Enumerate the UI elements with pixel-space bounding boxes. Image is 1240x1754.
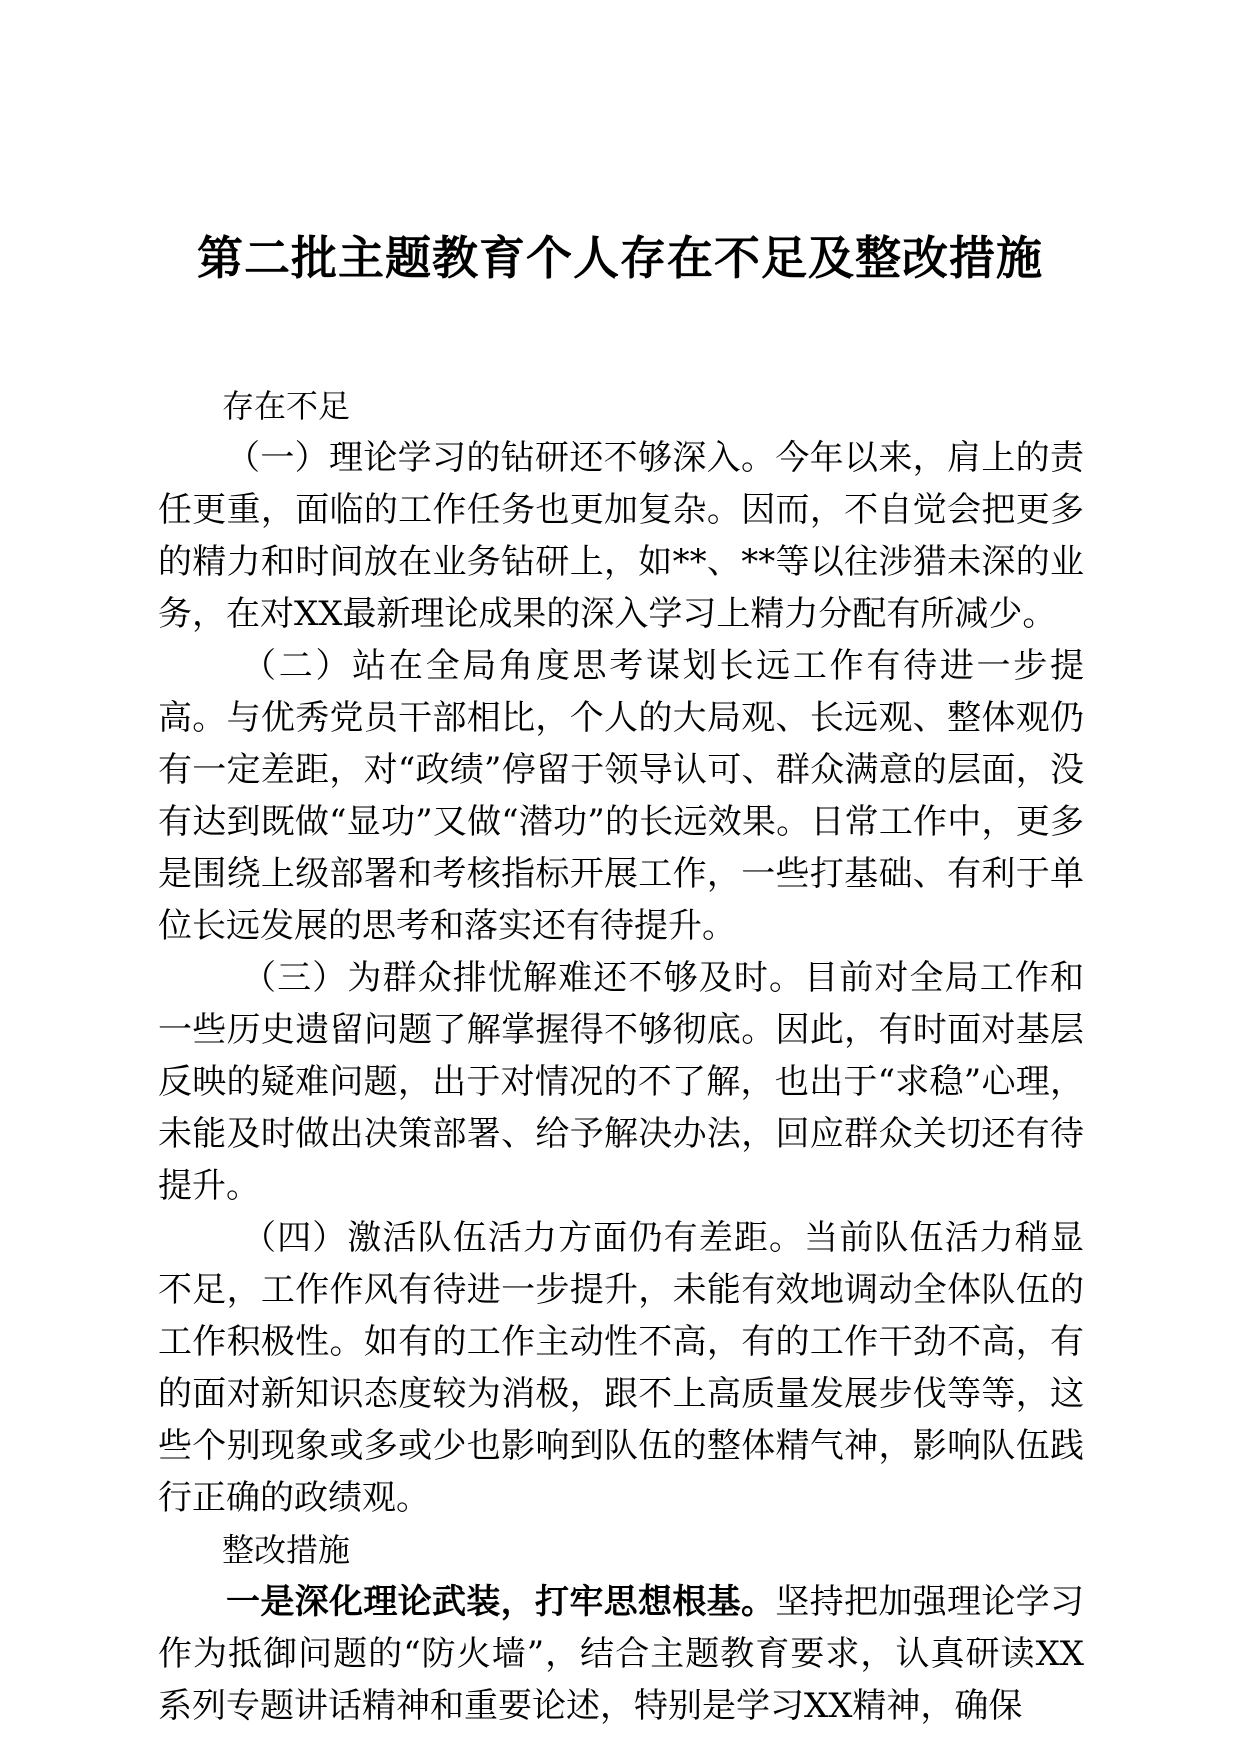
paragraph-lead: （一）理论学习的钻研还不够深入。 [226,438,776,478]
paragraph-lead-bold: 一是深化理论武装，打牢思想根基。 [226,1582,776,1622]
paragraph-text: 与优秀党员干部相比，个人的大局观、长远观、整体观仍有一定差距，对“政绩”停留于领导认可、群众满意的层面，没有达到既做“显功”又做“潜功”的长远效果。日常工作中，更多是围绕上级部署和考核指标开展工作，一些打基础、有利于单位长远发展的思考和落实还有待提升。 [158,698,1085,946]
paragraph-text: 坚持把加强理论学习作为抵御问题的“防火墙”，结合主题教育要求，认真研读XX系列专题讲话精神和重要论述，特别是学习XX精神，确保 [158,1582,1085,1726]
paragraph-lead: （四）激活队伍活力方面仍有差距。 [242,1218,805,1258]
paragraph-measure-1 [158,1576,1084,1732]
paragraph-shortcoming-3 [158,952,1084,1212]
paragraph-shortcoming-2 [158,640,1084,952]
paragraph-text: 今年以来，肩上的责任更重，面临的工作任务也更加复杂。因而，不自觉会把更多的精力和时间放在业务钻研上，如**、**等以往涉猎未深的业务，在对XX最新理论成果的深入学习上精力分配有所减少。 [158,438,1085,634]
paragraph-lead: （二）站在全局角度思考谋划长远工作有待进一步提高。 [158,646,1084,738]
section-heading-shortcomings: 存在不足 [222,387,351,425]
paragraph-shortcoming-1 [158,432,1084,640]
paragraph-shortcoming-4 [158,1212,1084,1524]
paragraph-lead: （三）为群众排忧解难还不够及时。 [242,958,805,998]
paragraph-text: 目前对全局工作和一些历史遗留问题了解掌握得不够彻底。因此，有时面对基层反映的疑难问题，出于对情况的不了解，也出于“求稳”心理，未能及时做出决策部署、给予解决办法，回应群众关切还有待提升。 [158,958,1085,1206]
section-heading-measures: 整改措施 [222,1531,351,1569]
document-body [158,380,1084,1732]
paragraph-text: 当前队伍活力稍显不足，工作作风有待进一步提升，未能有效地调动全体队伍的工作积极性。如有的工作主动性不高，有的工作干劲不高，有的面对新知识态度较为消极，跟不上高质量发展步伐等等，这些个别现象或多或少也影响到队伍的整体精气神，影响队伍践行正确的政绩观。 [158,1218,1085,1518]
document-title: 第二批主题教育个人存在不足及整改措施 [197,231,1043,285]
